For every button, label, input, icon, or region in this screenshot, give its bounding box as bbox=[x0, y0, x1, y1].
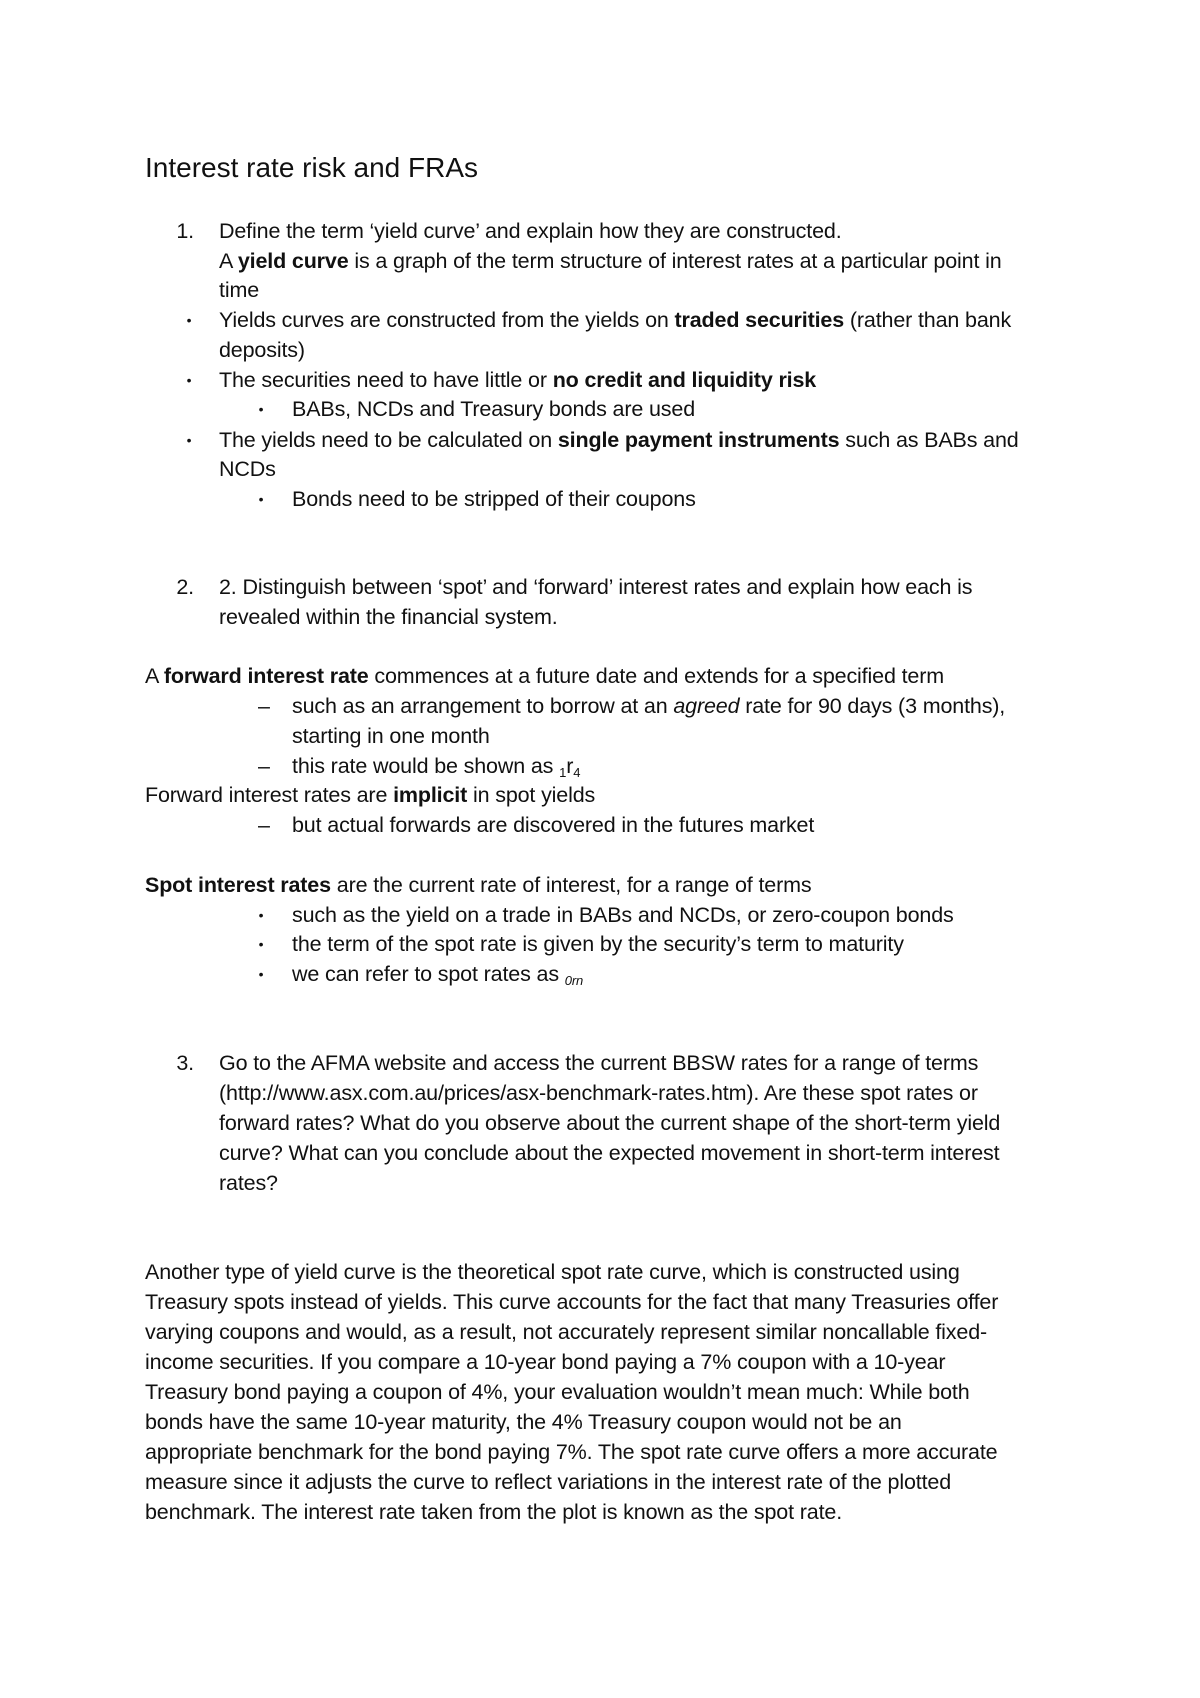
paragraph-line: Another type of yield curve is the theoretical spot rate curve, which is constructed using bbox=[145, 1260, 960, 1284]
paragraph-line: Treasury spots instead of yields. This curve accounts for the fact that many Treasuries offer bbox=[145, 1290, 999, 1314]
paragraph-line: appropriate benchmark for the bond paying 7%. The spot rate curve offers a more accurate bbox=[145, 1440, 998, 1464]
dash-icon: – bbox=[258, 754, 270, 778]
forward-example-line2: starting in one month bbox=[292, 724, 490, 748]
spot-bullet1: such as the yield on a trade in BABs and NCDs, or zero-coupon bonds bbox=[292, 903, 954, 927]
paragraph-line: Treasury bond paying a coupon of 4%, your evaluation wouldn’t mean much: While both bbox=[145, 1380, 970, 1404]
q1-bullet2-sub: BABs, NCDs and Treasury bonds are used bbox=[292, 397, 695, 421]
paragraph-line: measure since it adjusts the curve to reflect variations in the interest rate of the plotted bbox=[145, 1470, 952, 1494]
dash-icon: – bbox=[258, 813, 270, 837]
q1-bullet1-line1: Yields curves are constructed from the yields on traded securities (rather than bank bbox=[219, 308, 1012, 332]
q3-line2: (http://www.asx.com.au/prices/asx-benchmark-rates.htm). Are these spot rates or bbox=[219, 1081, 978, 1105]
bullet-icon: • bbox=[258, 966, 264, 982]
q3-line3: forward rates? What do you observe about the current shape of the short-term yield bbox=[219, 1111, 1001, 1135]
q1-bullet2: The securities need to have little or no credit and liquidity risk bbox=[219, 368, 817, 392]
bullet-icon: • bbox=[258, 936, 264, 952]
forward-rate-definition: A forward interest rate commences at a future date and extends for a specified term bbox=[145, 664, 944, 688]
spot-rate-definition: Spot interest rates are the current rate of interest, for a range of terms bbox=[145, 873, 812, 897]
q1-bullet3-line1: The yields need to be calculated on single payment instruments such as BABs and bbox=[219, 428, 1019, 452]
forward-futures-note: but actual forwards are discovered in the futures market bbox=[292, 813, 815, 837]
q3-line1: Go to the AFMA website and access the current BBSW rates for a range of terms bbox=[219, 1051, 979, 1075]
q2-question-line2: revealed within the financial system. bbox=[219, 605, 558, 629]
q1-bullet3-line2: NCDs bbox=[219, 457, 276, 481]
bullet-icon: • bbox=[186, 372, 192, 388]
paragraph-line: benchmark. The interest rate taken from the plot is known as the spot rate. bbox=[145, 1500, 843, 1524]
forward-example-line1: such as an arrangement to borrow at an agreed rate for 90 days (3 months), bbox=[292, 694, 1006, 718]
q3-line4: curve? What can you conclude about the expected movement in short-term interest bbox=[219, 1141, 1000, 1165]
spot-bullet3: we can refer to spot rates as 0rn bbox=[292, 962, 584, 988]
page-title: Interest rate risk and FRAs bbox=[145, 152, 479, 183]
dash-icon: – bbox=[258, 694, 270, 718]
q1-bullet1-line2: deposits) bbox=[219, 338, 305, 362]
bullet-icon: • bbox=[258, 491, 264, 507]
bullet-icon: • bbox=[258, 907, 264, 923]
forward-implicit: Forward interest rates are implicit in spot yields bbox=[145, 783, 596, 807]
bullet-icon: • bbox=[186, 312, 192, 328]
q1-bullet3-sub: Bonds need to be stripped of their coupons bbox=[292, 487, 696, 511]
paragraph-line: varying coupons and would, as a result, not accurately represent similar noncallable fixed- bbox=[145, 1320, 988, 1344]
paragraph-line: bonds have the same 10-year maturity, the 4% Treasury coupon would not be an bbox=[145, 1410, 902, 1434]
document-page: Interest rate risk and FRAs 1. Define the term ‘yield curve’ and explain how they are constructed. A yield curve is a graph of the term structure of interest rates at a particular point in time • Yields curves are constructed from the yields on traded securities (rather than bank deposits) • The securities need to have little or no credit and liquidity risk • BABs, NCDs and Treasury bonds are used • The yields need to be calculated on single payment instruments such as BABs and NCDs • Bonds need to be stripped of their coupons 2. 2. Distinguish between ‘spot’ and ‘forward’ interest rates and explain how each is revealed within the financial system. A forward interest rate commences at a future date and extends for a specified term – such as an arrangement to borrow at an agreed rate for 90 days (3 months), starting in one month – this rate would be shown as $_1r_4$ Forward interest rates are implicit in spot yields – but actual forwards are discovered in the futures market Spot interest rates are the current rate of interest, for a range of terms • such as the yield on a trade in BABs and NCDs, or zero-coupon bonds • the term of the spot rate is given by the security’s term to maturity • we can refer to spot rates as 0rn 3. Go to the AFMA website and access the current BBSW rates for a range of terms (http://www.asx.com.au/prices/asx-benchmark-rates.htm). Are these spot rates or forward rates? What do you observe about the current shape of the short-term yield curve? What can you conclude about the expected movement in short-term interest rates? Another type of yield curve is the theoretical spot rate curve, which is constructed using Treasury spots instead of yields. This curve accounts for the fact that many Treasuries offer varying coupons and would, as a result, not accurately represent similar noncallable fixed- income securities. If you compare a 10-year bond paying a 7% coupon with a 10-year Treasury bond paying a coupon of 4%, your evaluation wouldn’t mean much: While both bonds have the same 10-year maturity, the 4% Treasury coupon would not be an appropriate benchmark for the bond paying 7%. The spot rate curve offers a more accurate measure since it adjusts the curve to reflect variations in the interest rate of the plotted benchmark. The interest rate taken from the plot is known as the spot rate. bbox=[0, 0, 1200, 1698]
spot-bullet2: the term of the spot rate is given by the security’s term to maturity bbox=[292, 932, 904, 956]
q2-question-line1: 2. Distinguish between ‘spot’ and ‘forward’ interest rates and explain how each is bbox=[219, 575, 973, 599]
q3-line5: rates? bbox=[219, 1171, 278, 1195]
bullet-icon: • bbox=[258, 401, 264, 417]
q1-answer-line2: time bbox=[219, 278, 260, 302]
paragraph-line: income securities. If you compare a 10-year bond paying a 7% coupon with a 10-year bbox=[145, 1350, 946, 1374]
bullet-icon: • bbox=[186, 432, 192, 448]
q1-question: Define the term ‘yield curve’ and explain how they are constructed. bbox=[219, 219, 842, 243]
forward-notation: this rate would be shown as $_1r_4$ bbox=[292, 754, 581, 780]
q1-answer-line1: A yield curve is a graph of the term structure of interest rates at a particular point in bbox=[219, 249, 1002, 273]
